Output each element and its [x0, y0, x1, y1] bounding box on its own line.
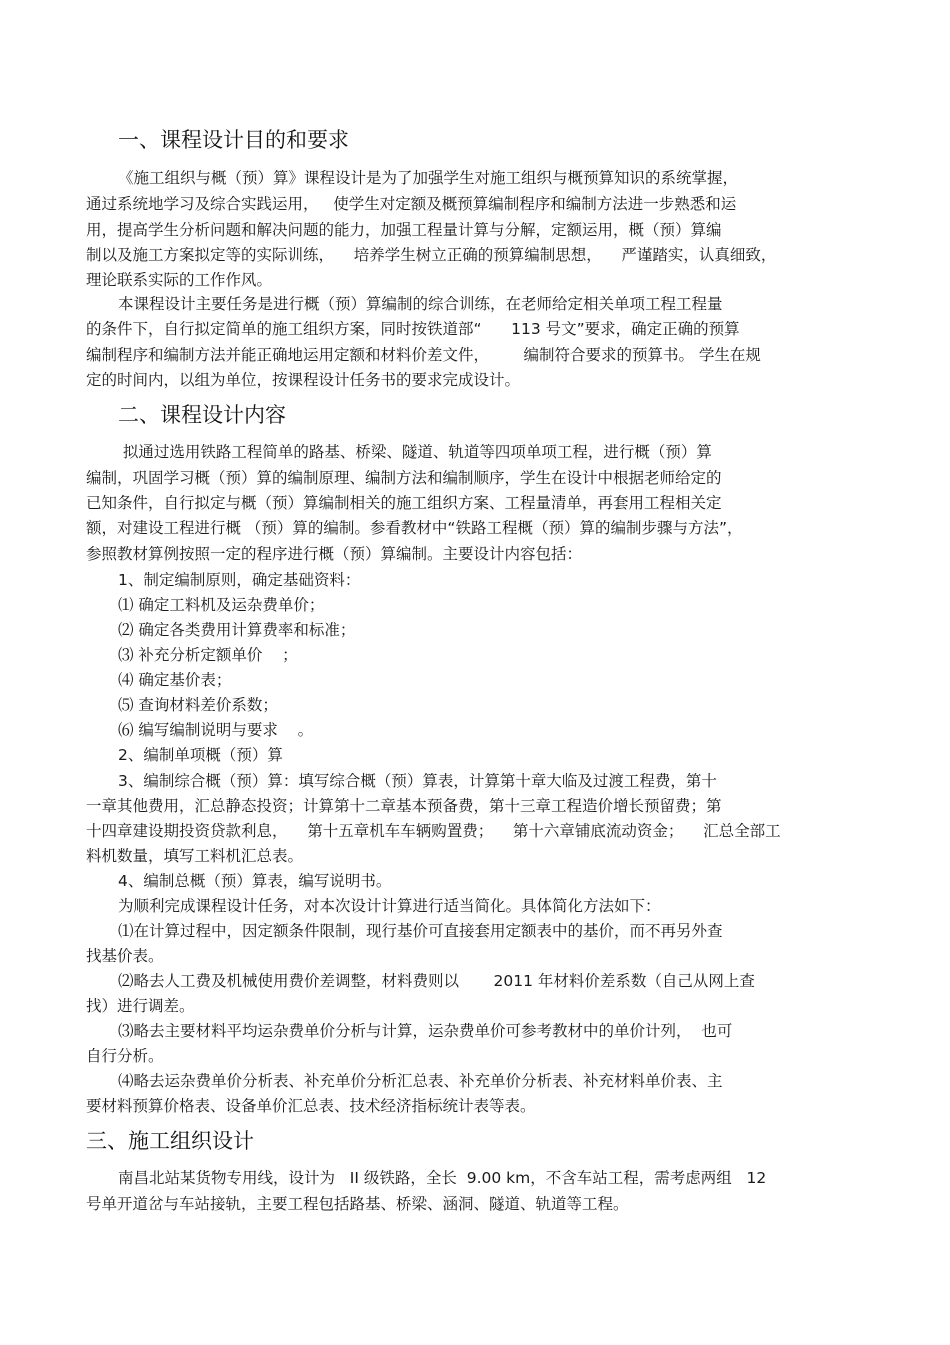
paragraph-line: 十四章建设期投资贷款利息， 第十五章机车车辆购置费； 第十六章铺底流动资金； 汇总全部工 — [86, 822, 781, 840]
list-item: ⑷ 确定基价表； — [118, 671, 232, 689]
section-3-heading: 三、施工组织设计 — [86, 1129, 254, 1153]
paragraph-line: 理论联系实际的工作作风。 — [86, 271, 273, 289]
paragraph-line: 拟通过选用铁路工程简单的路基、桥梁、隧道、轨道等四项单项工程，进行概（预）算 — [118, 443, 712, 461]
paragraph-line: 编制，巩固学习概（预）算的编制原理、编制方法和编制顺序，学生在设计中根据老师给定的 — [86, 469, 722, 487]
list-item: 1、制定编制原则，确定基础资料： — [118, 571, 361, 589]
paragraph-line: 本课程设计主要任务是进行概（预）算编制的综合训练，在老师给定相关单项工程工程量 — [118, 295, 723, 313]
section-2-heading: 二、课程设计内容 — [118, 403, 286, 427]
list-item: ⑸ 查询材料差价系数； — [118, 696, 278, 714]
paragraph-line: 制以及施工方案拟定等的实际训练， 培养学生树立正确的预算编制思想， 严谨踏实，认真细致， — [86, 246, 777, 264]
paragraph-line: 为顺利完成课程设计任务，对本次设计计算进行适当简化。具体简化方法如下： — [118, 897, 661, 915]
paragraph-line: 已知条件，自行拟定与概（预）算编制相关的施工组织方案、工程量清单，再套用工程相关定 — [86, 494, 722, 512]
paragraph-line: 的条件下，自行拟定简单的施工组织方案，同时按铁道部“ 113 号文”要求，确定正确的预算 — [86, 320, 740, 338]
paragraph-line: 料机数量，填写工料机汇总表。 — [86, 847, 304, 865]
paragraph-line: 南昌北站某货物专用线，设计为 II 级铁路，全长 9.00 km，不含车站工程，需考虑两组 12 — [118, 1169, 767, 1187]
list-item: 3、编制综合概（预）算：填写综合概（预）算表，计算第十章大临及过渡工程费，第十 — [118, 772, 717, 790]
paragraph-line: 找基价表。 — [86, 947, 164, 965]
list-item: ⑶略去主要材料平均运杂费单价分析与计算，运杂费单价可参考教材中的单价计列， 也可 — [118, 1022, 733, 1040]
list-item: 4、编制总概（预）算表，编写说明书。 — [118, 872, 392, 890]
list-item: ⑶ 补充分析定额单价 ； — [118, 646, 298, 664]
list-item: 2、编制单项概（预）算 — [118, 746, 283, 764]
list-item: ⑴在计算过程中，因定额条件限制，现行基价可直接套用定额表中的基价，而不再另外查 — [118, 922, 723, 940]
paragraph-line: 编制程序和编制方法并能正确地运用定额和材料价差文件， 编制符合要求的预算书。 学生在规 — [86, 346, 761, 364]
list-item: ⑵略去人工费及机械使用费价差调整，材料费则以 2011 年材料价差系数（自己从网上查 — [118, 972, 755, 990]
section-1-heading: 一、课程设计目的和要求 — [118, 128, 349, 152]
paragraph-line: 通过系统地学习及综合实践运用， 使学生对定额及概预算编制程序和编制方法进一步熟悉和运 — [86, 195, 737, 213]
paragraph-line: 《施工组织与概（预）算》课程设计是为了加强学生对施工组织与概预算知识的系统掌握， — [118, 169, 739, 187]
paragraph-line: 额，对建设工程进行概 （预）算的编制。参看教材中“铁路工程概（预）算的编制步骤与方法”， — [86, 519, 743, 537]
list-item: ⑹ 编写编制说明与要求 。 — [118, 721, 314, 739]
paragraph-line: 一章其他费用，汇总静态投资；计算第十二章基本预备费，第十三章工程造价增长预留费；第 — [86, 797, 722, 815]
paragraph-line: 找）进行调差。 — [86, 997, 195, 1015]
list-item: ⑴ 确定工料机及运杂费单价； — [118, 596, 325, 614]
list-item: ⑷略去运杂费单价分析表、补充单价分析汇总表、补充单价分析表、补充材料单价表、主 — [118, 1072, 723, 1090]
paragraph-line: 参照教材算例按照一定的程序进行概（预）算编制。主要设计内容包括： — [86, 545, 583, 563]
paragraph-line: 号单开道岔与车站接轨，主要工程包括路基、桥梁、涵洞、隧道、轨道等工程。 — [86, 1195, 629, 1213]
paragraph-line: 自行分析。 — [86, 1047, 164, 1065]
paragraph-line: 要材料预算价格表、设备单价汇总表、技术经济指标统计表等表。 — [86, 1097, 536, 1115]
list-item: ⑵ 确定各类费用计算费率和标准； — [118, 621, 356, 639]
paragraph-line: 定的时间内，以组为单位，按课程设计任务书的要求完成设计。 — [86, 371, 521, 389]
paragraph-line: 用，提高学生分析问题和解决问题的能力，加强工程量计算与分解，定额运用，概（预）算编 — [86, 221, 722, 239]
